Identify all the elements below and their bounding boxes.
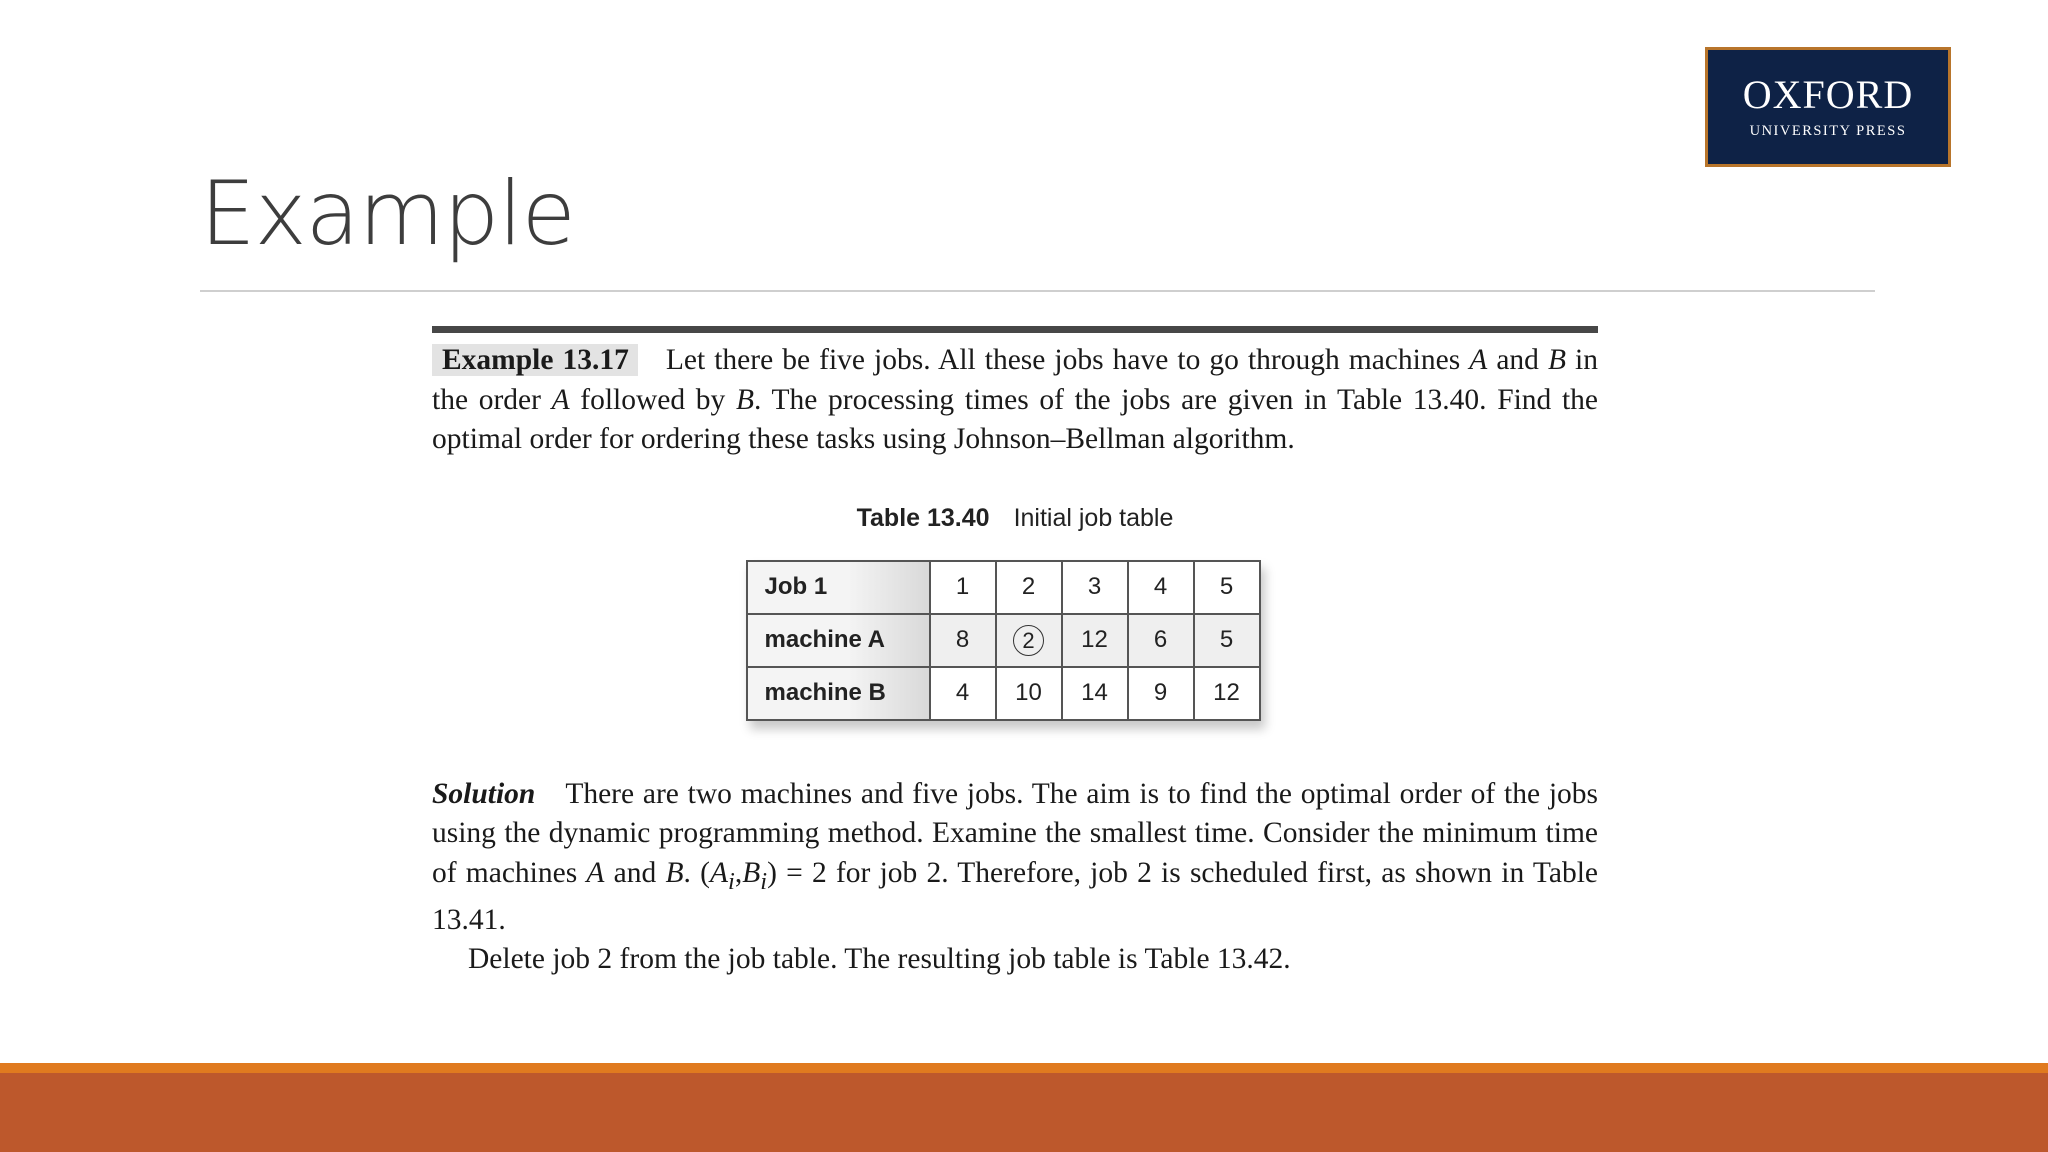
- example-var-b2: B: [735, 383, 754, 416]
- footer-band: [0, 1073, 2048, 1152]
- example-text-5: . The processing times of the jobs are given in Table 13.40. Find the optimal order for ordering these tasks using Johnson–Bellman algorithm.: [432, 383, 1598, 455]
- row-header-machine-b: machine B: [747, 667, 930, 720]
- table-cell: 1: [930, 561, 996, 614]
- table-cell: 5: [1194, 561, 1260, 614]
- table-cell: 10: [996, 667, 1062, 720]
- example-var-a2: A: [551, 383, 570, 416]
- table-cell: 12: [1194, 667, 1260, 720]
- table-row-job: [747, 561, 1260, 614]
- solution-comma: ,: [734, 856, 743, 889]
- logo-line-2: UNIVERSITY PRESS: [1749, 122, 1907, 139]
- example-var-a: A: [1469, 344, 1488, 376]
- table-caption-text: Initial job table: [1013, 503, 1174, 532]
- table-cell: 5: [1194, 614, 1260, 667]
- table-cell: 14: [1062, 667, 1128, 720]
- solution-paragraph: [432, 775, 1598, 941]
- example-top-rule: [432, 326, 1598, 333]
- example-label: Example 13.17: [432, 344, 638, 376]
- slide-content: [432, 326, 1598, 980]
- circled-minimum-value: 2: [1013, 625, 1044, 656]
- solution-paragraph-2: Delete job 2 from the job table. The resulting job table is Table 13.42.: [468, 943, 1291, 976]
- table-row-machine-b: [747, 667, 1260, 720]
- solution-text-1: There are two machines and five jobs. The aim is to find the optimal order of the jobs using the dynamic programming method. Examine the smallest time. Consider the minimum time of machines: [432, 777, 1598, 889]
- example-text-3: in the order: [432, 344, 1598, 416]
- footer-accent-bar: [0, 1063, 2048, 1073]
- row-header-job: Job 1: [747, 561, 930, 614]
- solution-text-3: . (: [683, 856, 710, 889]
- oxford-logo: [1705, 47, 1951, 167]
- solution-label: Solution: [432, 777, 536, 810]
- solution-text-2: and: [604, 856, 666, 889]
- solution-text-4: ) = 2 for job 2. Therefore, job 2 is scheduled first, as shown in Table 13.41.: [432, 856, 1599, 936]
- row-header-machine-a: machine A: [747, 614, 930, 667]
- example-text-2: and: [1487, 344, 1548, 376]
- example-text-1: Let there be five jobs. All these jobs have to go through machines: [665, 344, 1470, 376]
- solution-sub-i2: i: [760, 867, 768, 895]
- job-table: [746, 560, 1261, 721]
- solution-var-ai: A: [709, 856, 728, 889]
- solution-var-bi: B: [742, 856, 761, 889]
- title-divider: [200, 290, 1875, 292]
- solution-var-a: A: [586, 856, 605, 889]
- solution-var-b: B: [665, 856, 684, 889]
- slide-title: Example: [200, 162, 575, 265]
- solution-sub-i1: i: [727, 867, 735, 895]
- example-var-b: B: [1547, 344, 1566, 376]
- table-cell-circled: [996, 614, 1062, 667]
- logo-line-1: OXFORD: [1742, 71, 1914, 117]
- table-caption-number: Table 13.40: [856, 503, 990, 532]
- example-text-4: followed by: [569, 383, 736, 416]
- table-cell: 4: [1128, 561, 1194, 614]
- table-cell: 8: [930, 614, 996, 667]
- table-caption: [432, 504, 1598, 533]
- table-cell: 4: [930, 667, 996, 720]
- table-cell: 9: [1128, 667, 1194, 720]
- table-row-machine-a: [747, 614, 1260, 667]
- table-cell: 6: [1128, 614, 1194, 667]
- table-cell: 2: [996, 561, 1062, 614]
- table-cell: 3: [1062, 561, 1128, 614]
- example-paragraph: [432, 341, 1598, 460]
- table-cell: 12: [1062, 614, 1128, 667]
